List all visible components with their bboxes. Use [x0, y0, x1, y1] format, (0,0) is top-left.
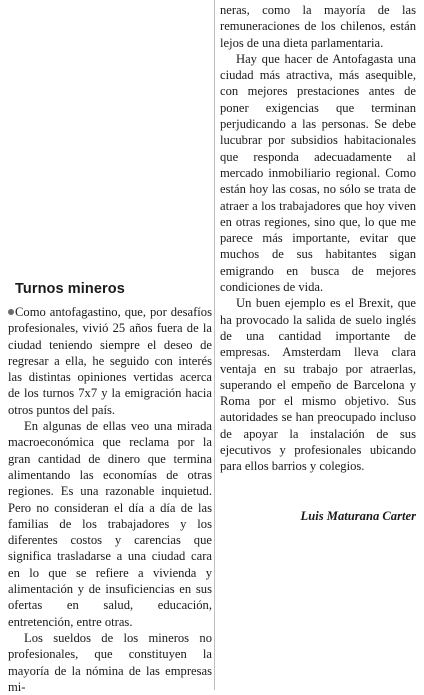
- paragraph-1: [8, 304, 212, 418]
- author-signature: Luis Maturana Carter: [300, 509, 416, 523]
- paragraph-4: neras, como la mayoría de las remuneraciones de los chilenos, están lejos de una dieta parlamentaria.: [220, 3, 416, 50]
- paragraph-3: Los sueldos de los mineros no profesionales, que constituyen la mayoría de la nómina de las empresas mi-: [8, 630, 212, 694]
- paragraph-6: Un buen ejemplo es el Brexit, que ha provocado la salida de suelo inglés de una cantidad importante de empresas. Amsterdam lleva clara ventaja en su trabajo por atraerlas, superando el empeño de Barcelona y Roma por el mismo objetivo. Sus autoridades se han preocupado incluso de apoyar la instalación de sus ejecutivos y profesionales ubicando para ellos barrios y colegios.: [220, 296, 416, 474]
- paragraph-1-text: Como antofagastino, que, por desafíos profesionales, vivió 25 años fuera de la ciudad teniendo siempre el deseo de regresar a ella, he seguido con interés las distintas opiniones vertidas acerca de los turnos 7x7 y la emigración hacia otros puntos del país.: [8, 305, 212, 417]
- headline: Turnos mineros: [15, 281, 125, 297]
- right-column-body: [220, 2, 416, 475]
- column-divider: [214, 0, 215, 690]
- paragraph-2: En algunas de ellas veo una mirada macroeconómica que reclama por la gran cantidad de dinero que termina alimentando las economías de otras regiones. Es una razonable inquietud. Pero no consideran el día a día de las familias de los trabajadores y los diferentes costos y carencias que significa trasladarse a una ciudad cara en lo que se refiere a vivienda y alimentación y de insuficiencias en sus ofertas en salud, educación, entretención, entre otras.: [8, 419, 212, 629]
- paragraph-5: Hay que hacer de Antofagasta una ciudad más atractiva, más asequible, con mejores prestaciones antes de poner exigencias que terminan perjudicando a las personas. Se debe lucubrar por subsidios habitacionales que responda adecuadamente al mercado inmobiliario regional. Como están hoy las cosas, no sólo se trata de atraer a los trabajadores que hoy viven en otras regiones, sino que, lo que me parece más importante, evitar que muchos de sus habitantes sigan emigrando en busca de mejores condiciones de vida.: [220, 51, 416, 295]
- bullet-icon: [8, 309, 14, 315]
- left-column-body: [8, 304, 212, 695]
